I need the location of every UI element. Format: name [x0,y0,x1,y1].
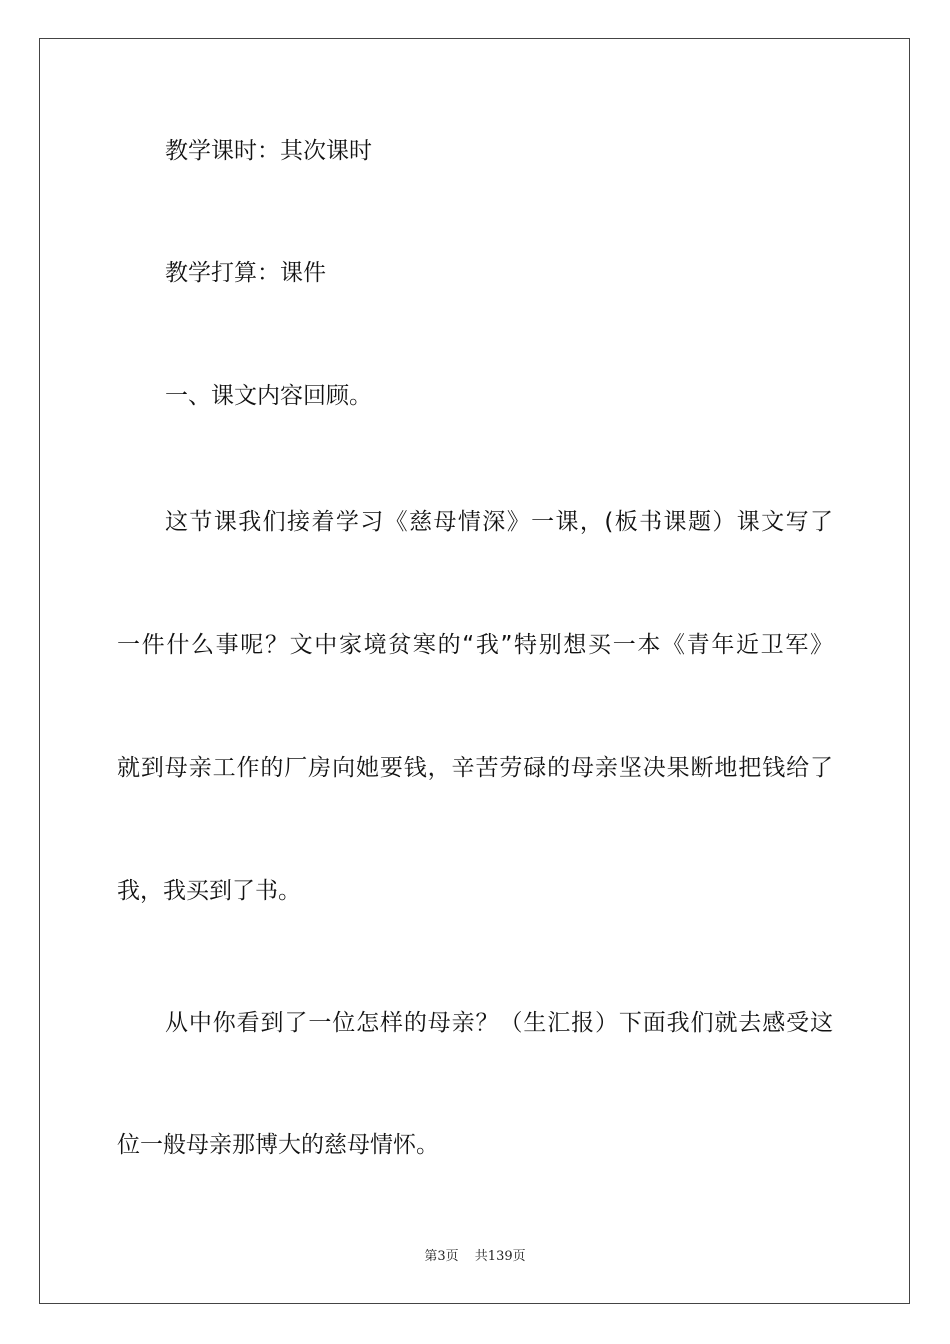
section-heading: 一、课文内容回顾。 [165,383,372,409]
page-number: 第3页 [424,1249,459,1264]
lesson-hours-line: 教学课时：其次课时 [165,138,372,164]
paragraph-line: 我，我买到了书。 [117,878,301,904]
lesson-prep-line: 教学打算：课件 [165,260,326,286]
paragraph-line: 从中你看到了一位怎样的母亲？（生汇报）下面我们就去感受这 [165,1010,833,1036]
paragraph-line: 这节课我们接着学习《慈母情深》一课，(板书课题）课文写了 [165,509,833,535]
page-footer [0,1246,950,1268]
paragraph-line: 位一般母亲那博大的慈母情怀。 [117,1132,439,1158]
paragraph-line: 一件什么事呢？文中家境贫寒的“我”特别想买一本《青年近卫军》 [117,632,833,658]
page-border [39,38,910,1304]
page-total: 共139页 [474,1249,526,1264]
paragraph-line: 就到母亲工作的厂房向她要钱，辛苦劳碌的母亲坚决果断地把钱给了 [117,755,833,781]
